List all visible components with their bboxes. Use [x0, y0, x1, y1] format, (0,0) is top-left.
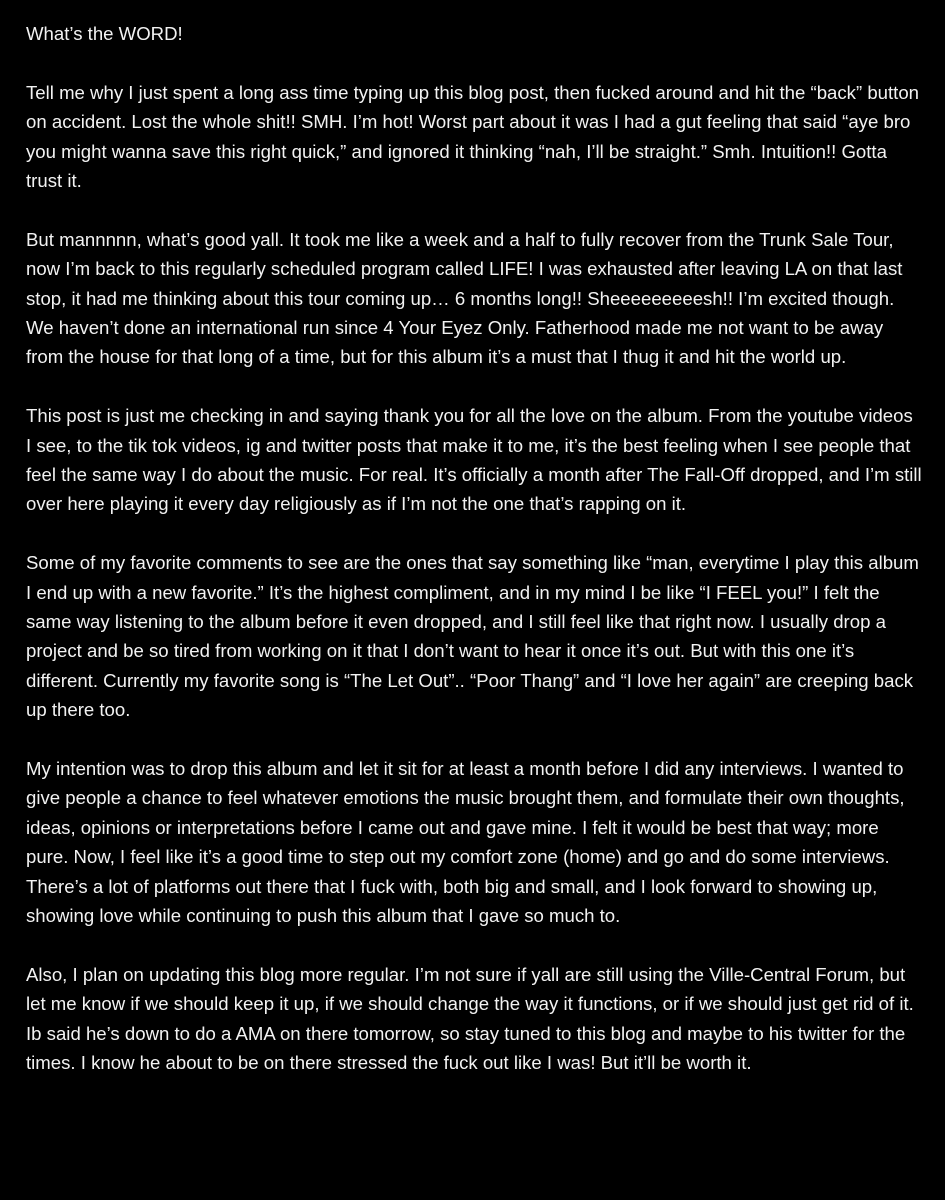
post-paragraph: This post is just me checking in and saying thank you for all the love on the album. From the youtube videos I see, to the tik tok videos, ig and twitter posts that make it to me, it’s the best feeling when I see people that feel the same way I do about the music. For real. It’s officially a month after The Fall-Off dropped, and I’m still over here playing it every day religiously as if I’m not the one that’s rapping on it.	[26, 405, 922, 515]
post-paragraph: But mannnnn, what’s good yall. It took me like a week and a half to fully recover from the Trunk Sale Tour, now I’m back to this regularly scheduled program called LIFE! I was exhausted after leaving LA on that last stop, it had me thinking about this tour coming up… 6 months long!! Sheeeeeeeeesh!! I’m excited though. We haven’t done an international run since 4 Your Eyez Only. Fatherhood made me not want to be away from the house for that long of a time, but for this album it’s a must that I thug it and hit the world up.	[26, 228, 903, 368]
post-paragraph: Tell me why I just spent a long ass time typing up this blog post, then fucked around and hit the “back” button on accident. Lost the whole shit!! SMH. I’m hot! Worst part about it was I had a gut feeling that said “aye bro you might wanna save this right quick,” and ignored it thinking “nah, I’ll be straight.” Smh. Intuition!! Gotta trust it.	[26, 81, 920, 192]
post-greeting: What’s the WORD!	[26, 23, 183, 44]
post-paragraph: My intention was to drop this album and let it sit for at least a month before I did any interviews. I wanted to give people a chance to feel whatever emotions the music brought them, and formulate their own thoughts, ideas, opinions or interpretations before I came out and gave mine. I felt it would be best that way; more pure. Now, I feel like it’s a good time to step out my comfort zone (home) and go and do some interviews. There’s a lot of platforms out there that I fuck with, both big and small, and I look forward to showing up, showing love while continuing to push this album that I gave so much to.	[26, 758, 905, 927]
post-paragraph: Some of my favorite comments to see are the ones that say something like “man, everytime I play this album I end up with a new favorite.” It’s the highest compliment, and in my mind I be like “I FEEL you!” I felt the same way listening to the album before it even dropped, and I still feel like that right now. I usually drop a project and be so tired from working on it that I don’t want to hear it once it’s out. But with this one it’s different. Currently my favorite song is “The Let Out”.. “Poor Thang” and “I love her again” are creeping back up there too.	[26, 552, 919, 721]
post-paragraph: Also, I plan on updating this blog more regular. I’m not sure if yall are still using the Ville-Central Forum, but let me know if we should keep it up, if we should change the way it functions, or if we should just get rid of it. Ib said he’s down to do a AMA on there tomorrow, so stay tuned to this blog and maybe to his twitter for the times. I know he about to be on there stressed the fuck out like I was! But it’ll be worth it.	[26, 963, 914, 1074]
